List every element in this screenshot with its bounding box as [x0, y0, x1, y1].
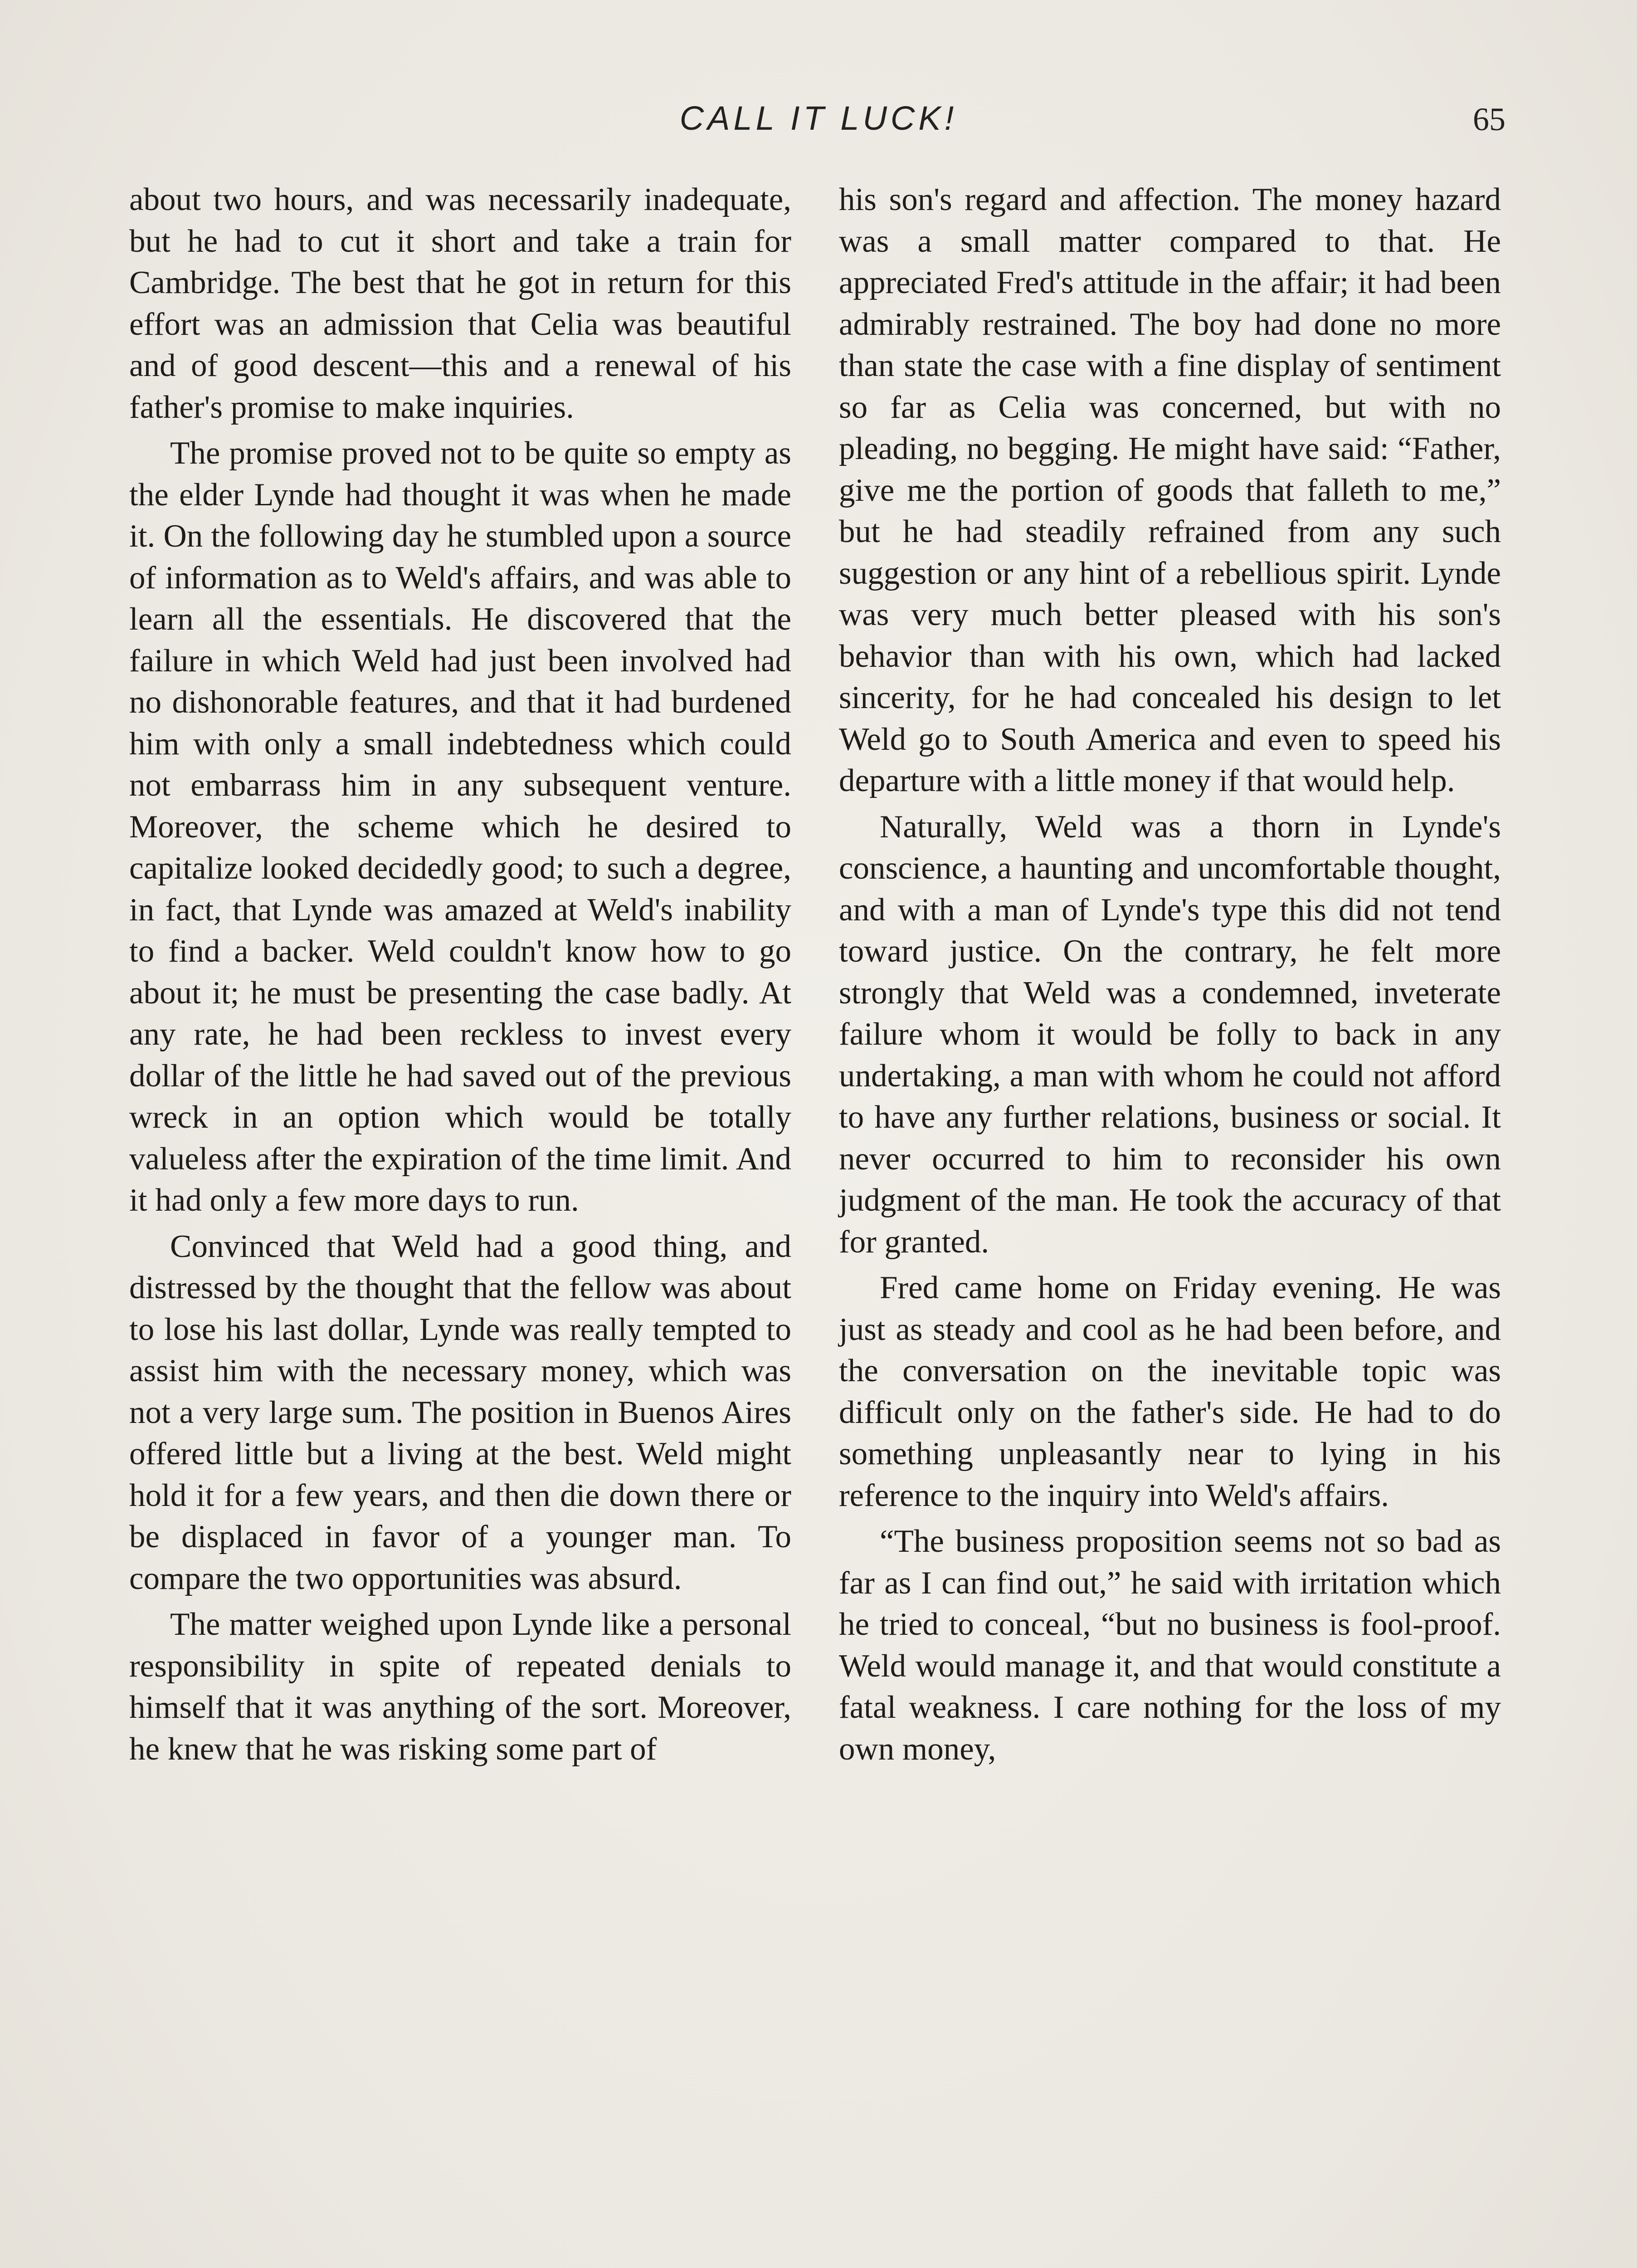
paragraph: The promise proved not to be quite so empty as the elder Lynde had thought it was when he made it. On the following day he stumbled upon a source of information as to Weld's affairs, and was able to learn all the essentials. He discovered that the failure in which Weld had just been involved had no dishonorable features, and that it had burdened him with only a small indebtedness which could not embarrass him in any subsequent venture. Moreover, the scheme which he desired to capitalize looked decidedly good; to such a degree, in fact, that Lynde was amazed at Weld's inability to find a backer. Weld couldn't know how to go about it; he must be presenting the case badly. At any rate, he had been reckless to invest every dollar of the little he had saved out of the previous wreck in an option which would be totally valueless after the expiration of the time limit. And it had only a few more days to run.: [129, 435, 791, 1218]
paragraph: Convinced that Weld had a good thing, and distressed by the thought that the fellow was about to lose his last dollar, Lynde was really tempted to assist him with the necessary money, which was not a very large sum. The position in Buenos Aires offered little but a living at the best. Weld might hold it for a few years, and then die down there or be displaced in favor of a younger man. To compare the two opportunities was absurd.: [129, 1228, 791, 1596]
right-column: [839, 179, 1501, 1774]
paragraph: Fred came home on Friday evening. He was just as steady and cool as he had been before, and the conversation on the inevitable topic was difficult only on the father's side. He had to do something unpleasantly near to lying in his reference to the inquiry into Weld's affairs.: [839, 1270, 1501, 1513]
paragraph: The matter weighed upon Lynde like a personal responsibility in spite of repeated denials to himself that it was anything of the sort. Moreover, he knew that he was risking some part of: [129, 1607, 791, 1767]
paragraph: Naturally, Weld was a thorn in Lynde's conscience, a haunting and uncomfortable thought, and with a man of Lynde's type this did not tend toward justice. On the contrary, he felt more strongly that Weld was a condemned, inveterate failure whom it would be folly to back in any undertaking, a man with whom he could not afford to have any further relations, business or social. It never occurred to him to reconsider his own judgment of the man. He took the accuracy of that for granted.: [839, 809, 1501, 1260]
running-title: CALL IT LUCK!: [679, 99, 958, 137]
paragraph: about two hours, and was necessarily inadequate, but he had to cut it short and take a train for Cambridge. The best that he got in return for this effort was an admission that Celia was beautiful and of good descent—this and a renewal of his father's promise to make inquiries.: [129, 182, 791, 425]
page-number: 65: [1473, 101, 1505, 137]
paragraph: “The business proposition seems not so bad as far as I can find out,” he said with irritation which he tried to conceal, “but no business is fool-proof. Weld would manage it, and that would constitute a fatal weakness. I care nothing for the loss of my own money,: [839, 1524, 1501, 1767]
left-column: [129, 179, 791, 1774]
paragraph: his son's regard and affection. The money hazard was a small matter compared to that. He appreciated Fred's attitude in the affair; it had been admirably restrained. The boy had done no more than state the case with a fine display of sentiment so far as Celia was concerned, but with no pleading, no begging. He might have said: “Father, give me the portion of goods that falleth to me,” but he had steadily refrained from any such suggestion or any hint of a rebellious spirit. Lynde was very much better pleased with his son's behavior than with his own, which had lacked sincerity, for he had concealed his design to let Weld go to South America and even to speed his departure with a little money if that would help.: [839, 182, 1501, 798]
